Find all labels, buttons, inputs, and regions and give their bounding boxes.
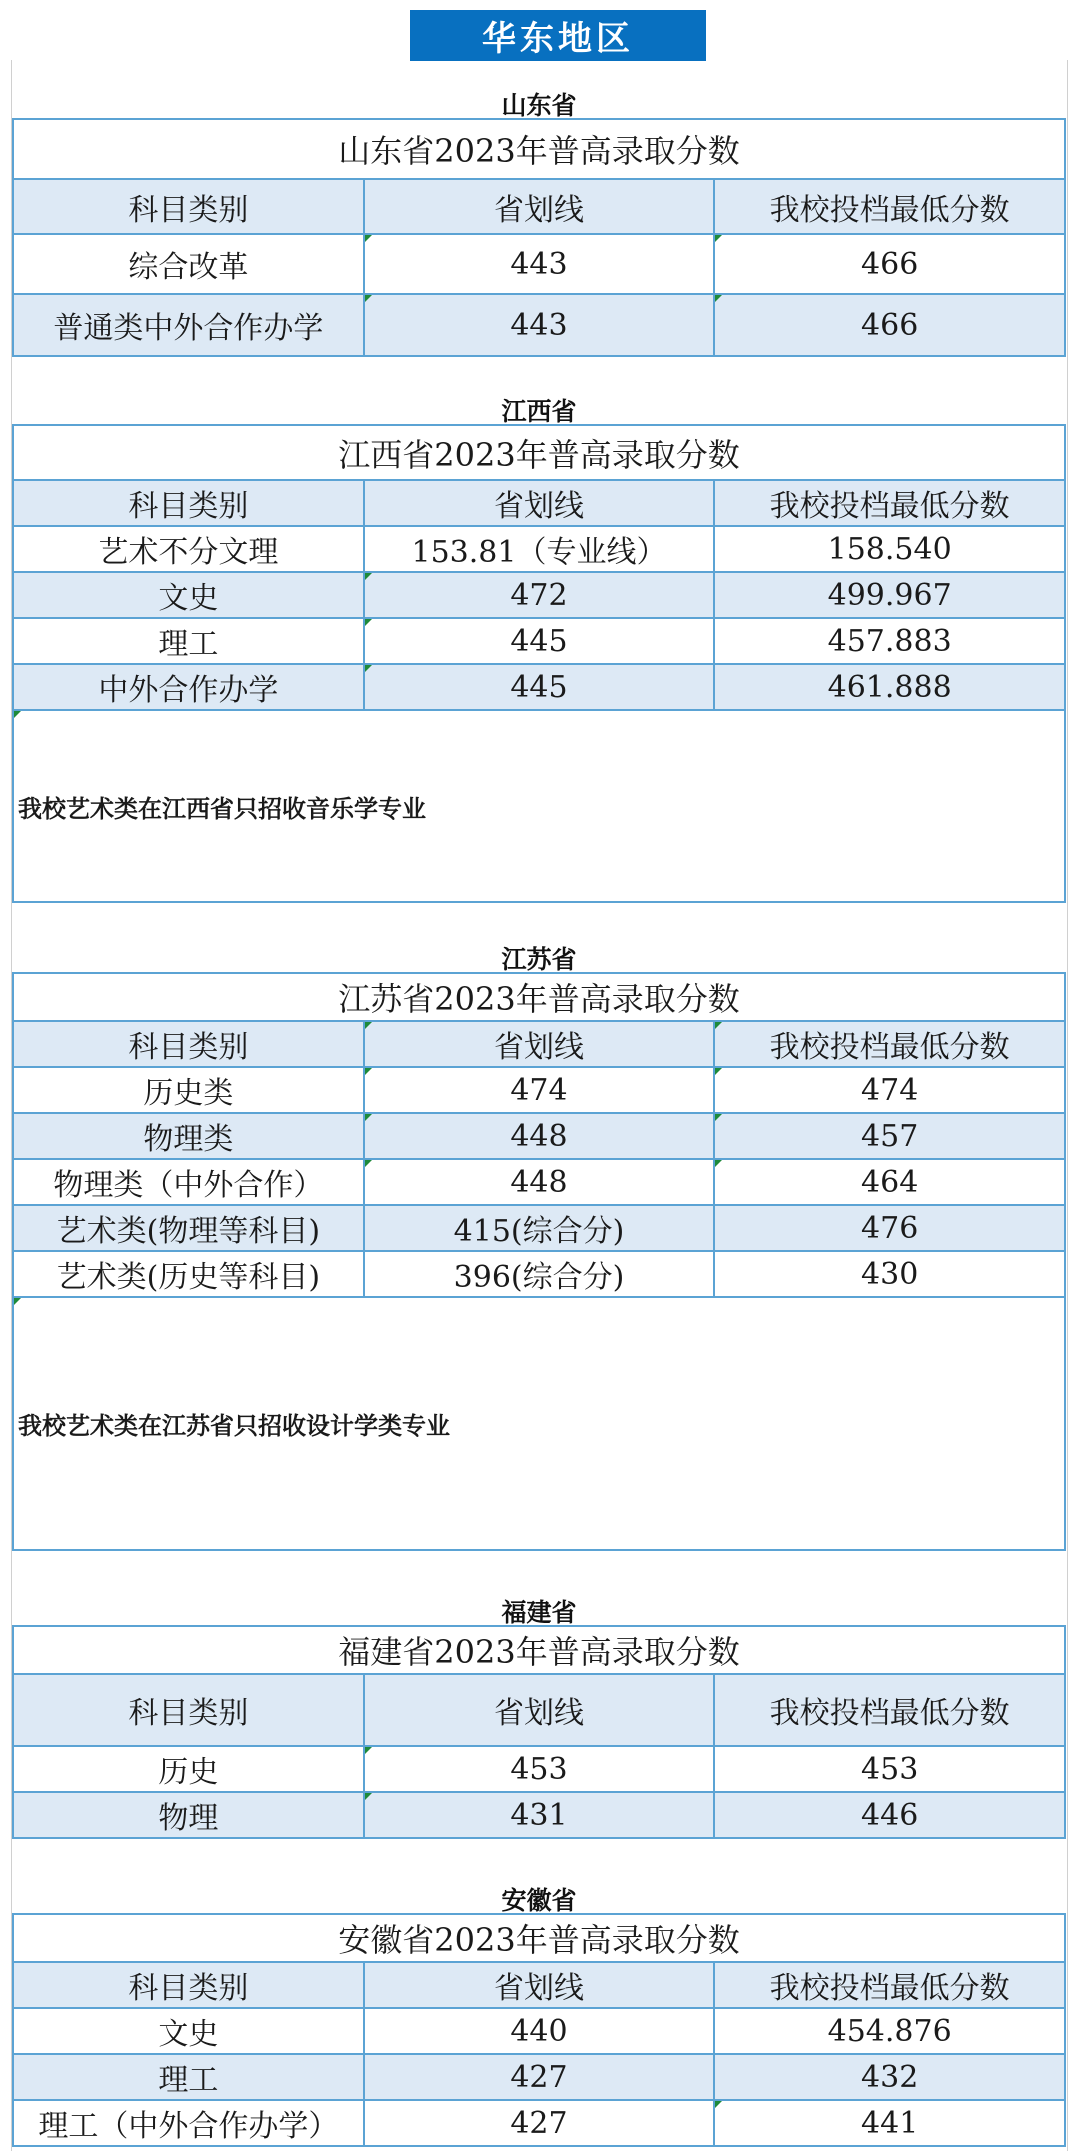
cell-school: 158.540 [714,526,1065,572]
header-school: 我校投档最低分数 [714,179,1065,234]
cell-school: 499.967 [714,572,1065,618]
table-title: 山东省2023年普高录取分数 [13,119,1065,179]
score-table-jiangsu [12,972,1066,1551]
cell-subject: 物理类 [13,1113,364,1159]
cell-line: 443 [364,294,715,356]
cell-subject: 艺术类(物理等科目) [13,1205,364,1251]
table-title: 江苏省2023年普高录取分数 [13,973,1065,1021]
cell-line: 448 [364,1159,715,1205]
cell-line: 445 [364,618,715,664]
cell-line: 453 [364,1746,715,1792]
cell-school: 457.883 [714,618,1065,664]
cell-line: 445 [364,664,715,710]
header-subject: 科目类别 [13,1962,364,2008]
cell-school: 476 [714,1205,1065,1251]
score-table-fujian [12,1625,1066,1839]
cell-subject: 理工（中外合作办学） [13,2100,364,2146]
cell-school: 446 [714,1792,1065,1838]
cell-school: 464 [714,1159,1065,1205]
cell-school: 461.888 [714,664,1065,710]
header-subject: 科目类别 [13,1674,364,1746]
note-jiangxi: 我校艺术类在江西省只招收音乐学专业 [13,710,1065,902]
cell-subject: 中外合作办学 [13,664,364,710]
score-table-jiangxi [12,424,1066,903]
cell-school: 441 [714,2100,1065,2146]
cell-school: 432 [714,2054,1065,2100]
cell-line: 443 [364,234,715,294]
cell-subject: 历史 [13,1746,364,1792]
cell-subject: 理工 [13,2054,364,2100]
table-title: 福建省2023年普高录取分数 [13,1626,1065,1674]
cell-school: 466 [714,234,1065,294]
header-school: 我校投档最低分数 [714,480,1065,526]
cell-school: 453 [714,1746,1065,1792]
cell-line: 427 [364,2100,715,2146]
header-line: 省划线 [364,480,715,526]
cell-line: 415(综合分) [364,1205,715,1251]
score-table-anhui [12,1913,1066,2147]
table-title: 江西省2023年普高录取分数 [13,425,1065,480]
cell-line: 427 [364,2054,715,2100]
cell-school: 474 [714,1067,1065,1113]
province-name-shandong: 山东省 [501,91,577,120]
header-line: 省划线 [364,179,715,234]
header-school: 我校投档最低分数 [714,1021,1065,1067]
table-title: 安徽省2023年普高录取分数 [13,1914,1065,1962]
cell-line: 448 [364,1113,715,1159]
header-line: 省划线 [364,1021,715,1067]
header-school: 我校投档最低分数 [714,1674,1065,1746]
score-table-shandong [12,118,1066,357]
province-name-jiangsu: 江苏省 [501,945,577,974]
province-name-jiangxi: 江西省 [501,397,577,426]
province-name-fujian: 福建省 [501,1598,577,1627]
cell-subject: 文史 [13,2008,364,2054]
cell-subject: 理工 [13,618,364,664]
province-name-anhui: 安徽省 [501,1886,577,1915]
header-subject: 科目类别 [13,179,364,234]
header-school: 我校投档最低分数 [714,1962,1065,2008]
cell-subject: 文史 [13,572,364,618]
cell-subject: 普通类中外合作办学 [13,294,364,356]
cell-subject: 综合改革 [13,234,364,294]
cell-school: 430 [714,1251,1065,1297]
cell-school: 454.876 [714,2008,1065,2054]
cell-line: 431 [364,1792,715,1838]
note-jiangsu: 我校艺术类在江苏省只招收设计学类专业 [13,1297,1065,1550]
header-subject: 科目类别 [13,1021,364,1067]
cell-subject: 历史类 [13,1067,364,1113]
cell-line: 396(综合分) [364,1251,715,1297]
cell-school: 457 [714,1113,1065,1159]
cell-subject: 艺术类(历史等科目) [13,1251,364,1297]
cell-line: 474 [364,1067,715,1113]
cell-line: 440 [364,2008,715,2054]
cell-subject: 艺术不分文理 [13,526,364,572]
header-line: 省划线 [364,1962,715,2008]
cell-school: 466 [714,294,1065,356]
cell-subject: 物理 [13,1792,364,1838]
header-line: 省划线 [364,1674,715,1746]
region-title: 华东地区 [410,10,706,61]
sheet-gridline-right [1067,60,1068,2151]
cell-subject: 物理类（中外合作） [13,1159,364,1205]
cell-line: 153.81（专业线） [364,526,715,572]
header-subject: 科目类别 [13,480,364,526]
cell-line: 472 [364,572,715,618]
